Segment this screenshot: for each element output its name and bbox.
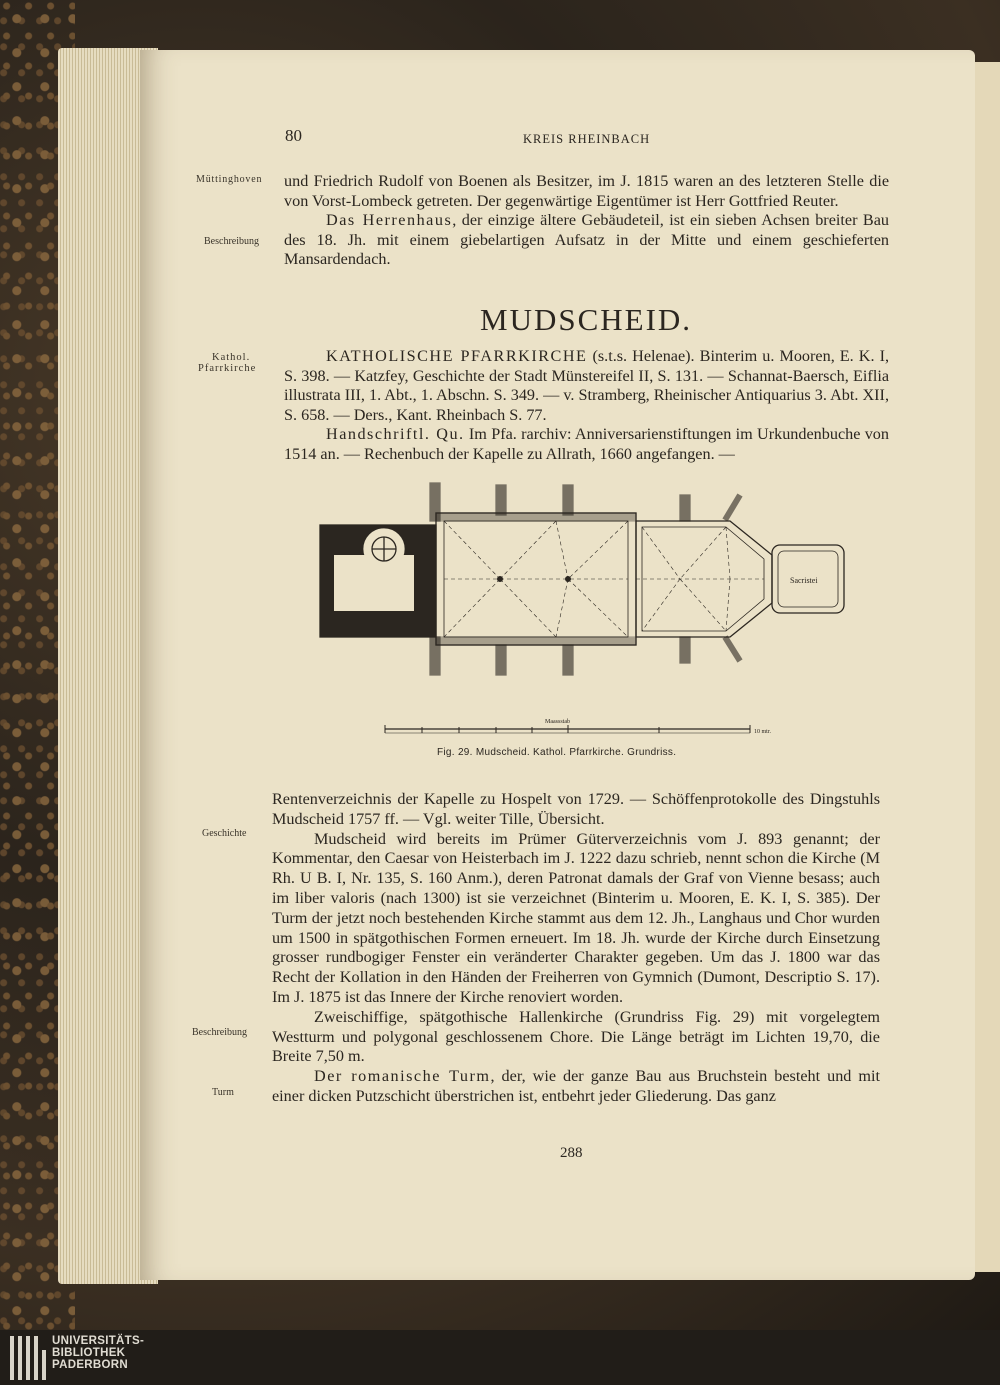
section-title: MUDSCHEID.	[480, 302, 693, 337]
margin-note-beschreibung-1: Beschreibung	[204, 236, 259, 247]
margin-note-turm: Turm	[212, 1087, 234, 1098]
sacristy-label: Sacristei	[790, 576, 818, 585]
margin-note-beschreibung-2: Beschreibung	[192, 1027, 247, 1038]
page-signature: 288	[560, 1145, 583, 1161]
church-sources: (s.t.s. Helenae). Binterim u. Mooren, E. K. I, S. 398. — Katzfey, Geschichte der Stadt Münstereifel II, S. 131. — Schannat-Baersch, Eiflia illustrata III, 1. Abt., 1. Abschn. S. 349. — v. Stramberg, Rheinischer Antiquarius 3. Abt. XII, S. 658. — Ders., Kant. Rheinbach S. 77.	[284, 347, 890, 424]
margin-note-kathol: Kathol.	[212, 352, 251, 363]
floor-plan-figure	[310, 475, 870, 745]
margin-note-geschichte: Geschichte	[202, 828, 247, 839]
body-paragraph-1: Rentenverzeichnis der Kapelle zu Hospelt von 1729. — Schöffenprotokolle des Dingstuhls Mudscheid 1757 ff. — Vgl. weiter Tille, Übersicht.	[272, 790, 880, 828]
library-line-1: UNIVERSITÄTS-	[52, 1335, 145, 1347]
library-footer-bar	[0, 1330, 1000, 1385]
body-paragraph-3: Zweischiffige, spätgothische Hallenkirche (Grundriss Fig. 29) mit vorgelegtem Westturm und polygonal geschlossenem Chore. Die Länge beträgt im Lichten 19,70, die Breite 7,50 m.	[272, 1007, 880, 1066]
intro-text	[284, 172, 889, 270]
church-paragraph-2	[284, 425, 889, 464]
scale-label: Maassstab	[545, 719, 570, 725]
church-paragraph-1	[284, 347, 889, 425]
scale-bar	[385, 719, 772, 735]
handschriftl-text: Im Pfa. rarchiv: Anniversarienstiftungen im Urkundenbuche von 1514 an. — Rechenbuch der Kapelle zu Allrath, 1660 angefangen. —	[284, 425, 889, 463]
library-logo-icon	[10, 1336, 48, 1380]
scale-unit: 10 mtr.	[754, 729, 772, 735]
library-line-3: PADERBORN	[52, 1359, 128, 1371]
intro-paragraph-1: und Friedrich Rudolf von Boenen als Besitzer, im J. 1815 waren an des letzteren Stelle die von Vorst-Lombeck getreten. Der gegenwärtige Eigentümer ist Herr Gottfried Reuter.	[284, 172, 889, 210]
turm-text: , der, wie der ganze Bau aus Bruchstein besteht und mit einer dicken Putzschicht überstrichen ist, entbehrt jeder Gliederung. Das ganz	[272, 1067, 880, 1105]
running-title: KREIS RHEINBACH	[523, 132, 651, 146]
church-text	[284, 347, 889, 465]
body-paragraph-4	[272, 1067, 880, 1107]
library-line-2: BIBLIOTHEK	[52, 1347, 126, 1359]
herrenhaus-text: , der einzige ältere Gebäudeteil, ist ein sieben Achsen breiter Bau des 18. Jh. mit einem giebelartigen Aufsatz in der Mitte und einem geschieferten Mansardendach.	[284, 211, 890, 269]
body-text	[272, 790, 880, 1107]
herrenhaus-lead: Das Herrenhaus	[326, 211, 453, 230]
body-paragraph-2: Mudscheid wird bereits im Prümer Güterverzeichnis vom J. 893 genannt; der Kommentar, den Caesar von Heisterbach im J. 1222 dazu schrieb, nennt schon die Kirche (M Rh. U B. I, Nr. 135, S. 160 Anm.), deren Patronat damals der Graf von Vienne besass; auch im liber valoris (nach 1300) ist sie verzeichnet (Binterim u. Mooren, E. K. I, S. 385). Der Turm der jetzt noch bestehenden Kirche stammt aus dem 12. Jh., Langhaus und Chor wurden um 1500 in spätgothischen Formen erneuert. Im 18. Jh. wurde der Kirche durch Einsetzung grosser rundbogiger Fenster ein veränderter Charakter gegeben. Um das J. 1800 war das Recht der Kollation in den Händen der Freiherren von Gymnich (Dumont, Descriptio S. 17). Im J. 1875 ist das Innere der Kirche renoviert worden.	[272, 829, 880, 1006]
page-number: 80	[285, 126, 302, 145]
book-page	[140, 50, 975, 1280]
turm-lead: Der romanische Turm	[314, 1067, 491, 1086]
church-title: KATHOLISCHE PFARRKIRCHE	[326, 347, 588, 365]
handschriftl-lead: Handschriftl. Qu.	[326, 425, 465, 444]
figure-caption: Fig. 29. Mudscheid. Kathol. Pfarrkirche. Grundriss.	[437, 747, 677, 758]
intro-paragraph-2	[284, 211, 889, 270]
margin-note-pfarrkirche: Pfarrkirche	[198, 363, 257, 374]
library-logo-text	[52, 1335, 144, 1371]
margin-note-muettinghoven: Müttinghoven	[196, 174, 263, 185]
